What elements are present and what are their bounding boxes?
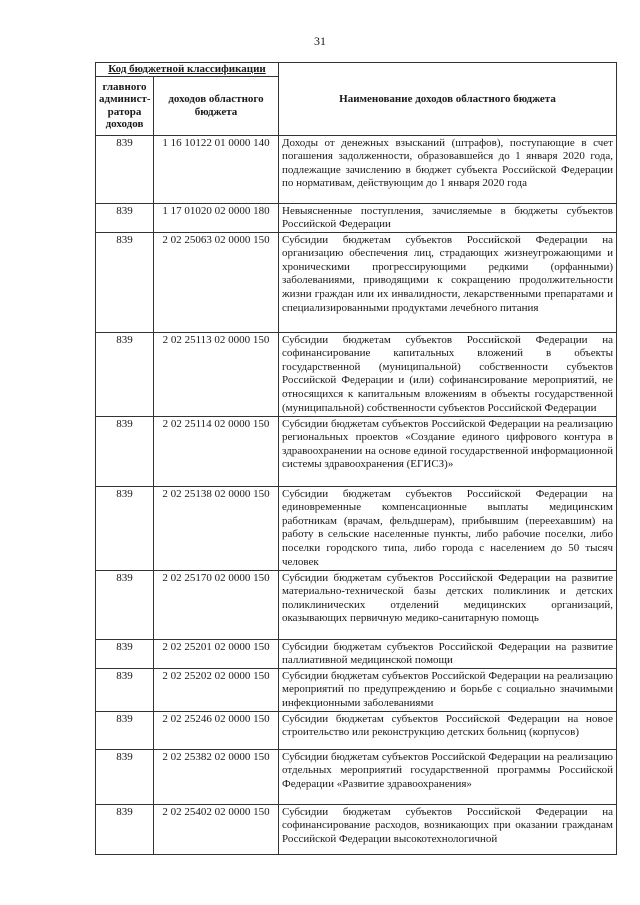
cell-admin-code: 839 <box>96 203 154 232</box>
cell-revenue-name: Субсидии бюджетам субъектов Российской Федерации на реализацию мероприятий по предупреждению и борьбе с социально значимыми инфекционными заболеваниями <box>279 668 617 711</box>
table-row <box>96 668 617 711</box>
cell-revenue-name: Субсидии бюджетам субъектов Российской Федерации на новое строительство или реконструкцию детских больниц (корпусов) <box>279 711 617 749</box>
cell-revenue-name: Субсидии бюджетам субъектов Российской Федерации на единовременные компенсационные выплаты медицинским работникам (врачам, фельдшерам), прибывшим (переехавшим) на работу в сельские населенные пункты, либо рабочие поселки, либо поселки городского типа, либо города с населением до 50 тысяч человек <box>279 486 617 570</box>
cell-revenue-code: 2 02 25170 02 0000 150 <box>154 570 279 639</box>
cell-revenue-name: Невыясненные поступления, зачисляемые в бюджеты субъектов Российской Федерации <box>279 203 617 232</box>
cell-revenue-code: 1 17 01020 02 0000 180 <box>154 203 279 232</box>
cell-revenue-name: Субсидии бюджетам субъектов Российской Федерации на организацию обеспечения лиц, страдающих жизнеугрожающими и хроническими прогрессирующими редкими (орфанными) заболеваниями, приводящими к сокращению продолжительности жизни граждан или их инвалидности, лекарственными препаратами и специализированными продуктами лечебного питания <box>279 232 617 332</box>
cell-revenue-code: 2 02 25063 02 0000 150 <box>154 232 279 332</box>
table-row <box>96 711 617 749</box>
cell-revenue-code: 2 02 25402 02 0000 150 <box>154 804 279 854</box>
table-row <box>96 804 617 854</box>
cell-revenue-code: 2 02 25138 02 0000 150 <box>154 486 279 570</box>
cell-revenue-name: Субсидии бюджетам субъектов Российской Федерации на развитие материально-технической базы детских поликлиник и детских поликлинических отделений медицинских организаций, оказывающих первичную медико-санитарную помощь <box>279 570 617 639</box>
cell-revenue-code: 1 16 10122 01 0000 140 <box>154 135 279 203</box>
cell-revenue-name: Субсидии бюджетам субъектов Российской Федерации на софинансирование расходов, возникающих при оказании гражданам Российской Федерации высокотехнологичной <box>279 804 617 854</box>
cell-admin-code: 839 <box>96 486 154 570</box>
header-kbk-group: Код бюджетной классификации <box>96 63 279 77</box>
cell-revenue-name: Доходы от денежных взысканий (штрафов), поступающие в счет погашения задолженности, образовавшейся до 1 января 2020 года, подлежащие зачислению в бюджет субъекта Российской Федерации по нормативам, действующим до 1 января 2020 года <box>279 135 617 203</box>
header-col-code: доходов областного бюджета <box>154 76 279 135</box>
cell-admin-code: 839 <box>96 416 154 486</box>
budget-classification-table <box>95 62 617 855</box>
table-row <box>96 332 617 416</box>
cell-admin-code: 839 <box>96 639 154 668</box>
cell-revenue-code: 2 02 25114 02 0000 150 <box>154 416 279 486</box>
cell-admin-code: 839 <box>96 332 154 416</box>
table-row <box>96 416 617 486</box>
table-row <box>96 749 617 804</box>
cell-admin-code: 839 <box>96 711 154 749</box>
header-col-admin: главного админист-ратора доходов <box>96 76 154 135</box>
cell-revenue-code: 2 02 25202 02 0000 150 <box>154 668 279 711</box>
cell-revenue-code: 2 02 25382 02 0000 150 <box>154 749 279 804</box>
cell-admin-code: 839 <box>96 232 154 332</box>
cell-admin-code: 839 <box>96 804 154 854</box>
cell-admin-code: 839 <box>96 135 154 203</box>
cell-admin-code: 839 <box>96 749 154 804</box>
table-row <box>96 486 617 570</box>
cell-revenue-code: 2 02 25201 02 0000 150 <box>154 639 279 668</box>
cell-admin-code: 839 <box>96 570 154 639</box>
cell-revenue-code: 2 02 25113 02 0000 150 <box>154 332 279 416</box>
page-number: 31 <box>314 34 326 48</box>
table-row <box>96 639 617 668</box>
table-row <box>96 203 617 232</box>
cell-revenue-name: Субсидии бюджетам субъектов Российской Федерации на развитие паллиативной медицинской помощи <box>279 639 617 668</box>
table-row <box>96 135 617 203</box>
table-row <box>96 232 617 332</box>
header-col-name: Наименование доходов областного бюджета <box>279 63 617 136</box>
table-row <box>96 570 617 639</box>
cell-admin-code: 839 <box>96 668 154 711</box>
cell-revenue-name: Субсидии бюджетам субъектов Российской Федерации на реализацию региональных проектов «Создание единого цифрового контура в здравоохранении на основе единой государственной информационной системы здравоохранения (ЕГИСЗ)» <box>279 416 617 486</box>
cell-revenue-name: Субсидии бюджетам субъектов Российской Федерации на реализацию отдельных мероприятий государственной программы Российской Федерации «Развитие здравоохранения» <box>279 749 617 804</box>
cell-revenue-name: Субсидии бюджетам субъектов Российской Федерации на софинансирование капитальных вложений в объекты государственной (муниципальной) собственности субъектов Российской Федерации и (или) софинансирование мероприятий, не относящихся к капитальным вложениям в объекты государственной (муниципальной) собственности субъектов Российской Федерации <box>279 332 617 416</box>
cell-revenue-code: 2 02 25246 02 0000 150 <box>154 711 279 749</box>
